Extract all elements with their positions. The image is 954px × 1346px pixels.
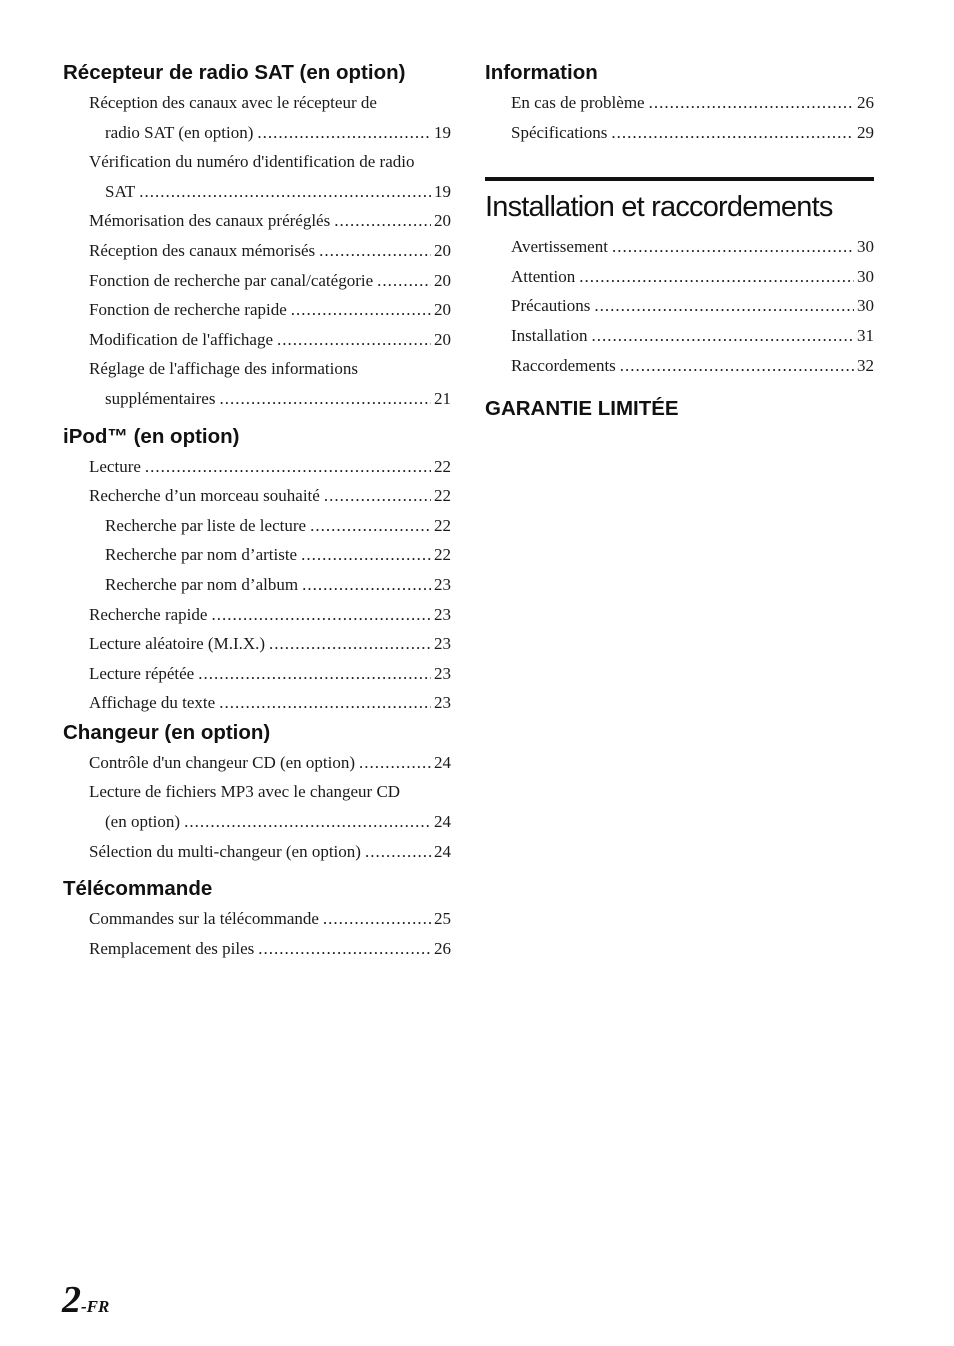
toc-entry-title: Avertissement: [511, 237, 608, 257]
toc-entry[interactable]: [89, 452, 451, 482]
toc-entry-title: Lecture répétée: [89, 663, 195, 683]
toc-entry-title: Précautions: [511, 296, 591, 316]
section-heading-changer: Changeur (en option): [63, 720, 271, 744]
toc-entry-title: Sélection du multi-changeur (en option): [89, 841, 361, 861]
toc-entry-title: Remplacement des piles: [89, 938, 255, 958]
toc-entry[interactable]: [89, 904, 451, 934]
toc-entry[interactable]: [511, 351, 874, 381]
dot-leader: [184, 807, 431, 837]
toc-list-ipod: [89, 452, 451, 718]
toc-entry-title: Raccordements: [511, 355, 616, 375]
toc-entry-page: 30: [857, 266, 874, 286]
toc-list-remote: [89, 904, 451, 963]
toc-entry-page: 20: [434, 329, 451, 349]
toc-entry[interactable]: [511, 291, 874, 321]
dot-leader: [319, 236, 431, 266]
chapter-divider-rule: [485, 177, 874, 181]
toc-entry[interactable]: [89, 295, 451, 325]
toc-entry[interactable]: [89, 629, 451, 659]
dot-leader: [302, 570, 431, 600]
dot-leader: [377, 266, 431, 296]
toc-entry-title: Lecture aléatoire (M.I.X.): [89, 634, 266, 654]
dot-leader: [139, 177, 431, 207]
toc-entry-page: 24: [434, 812, 451, 832]
toc-entry-title: SAT: [105, 181, 136, 201]
section-heading-information: Information: [485, 61, 598, 84]
toc-entry-page: 24: [434, 841, 451, 861]
section-heading-remote: Télécommande: [63, 877, 213, 901]
toc-entry[interactable]: [511, 321, 874, 351]
toc-entry-title: Fonction de recherche par canal/catégorie: [89, 270, 374, 290]
toc-entry-title: Modification de l'affichage: [89, 329, 274, 349]
toc-entry-page: 29: [857, 122, 874, 142]
dot-leader: [211, 600, 431, 630]
dot-leader: [594, 291, 854, 321]
toc-entry-title: Spécifications: [511, 122, 608, 142]
toc-subentry[interactable]: [89, 540, 451, 570]
toc-entry-title: Réception des canaux mémorisés: [89, 240, 316, 260]
toc-entry[interactable]: [89, 325, 451, 355]
toc-list-information: [511, 88, 874, 147]
dot-leader: [359, 748, 431, 778]
toc-entry-title: Mémorisation des canaux préréglés: [89, 211, 331, 231]
toc-entry-title: Lecture: [89, 456, 141, 476]
toc-entry[interactable]: [89, 236, 451, 266]
toc-list-sat: [89, 88, 451, 414]
dot-leader: [591, 321, 854, 351]
toc-entry-title: Commandes sur la télécommande: [89, 909, 319, 929]
toc-entry-page: 20: [434, 270, 451, 290]
toc-entry-page: 22: [434, 486, 451, 506]
toc-entry-page: 20: [434, 300, 451, 320]
toc-entry-page: 23: [434, 574, 451, 594]
toc-entry-page: 30: [857, 237, 874, 257]
dot-leader: [334, 206, 431, 236]
toc-entry-page: 22: [434, 456, 451, 476]
toc-left-column: [63, 58, 451, 963]
dot-leader: [301, 540, 431, 570]
toc-entry-page: 19: [434, 181, 451, 201]
dot-leader: [620, 351, 854, 381]
toc-entry[interactable]: [89, 600, 451, 630]
dot-leader: [269, 629, 431, 659]
toc-entry-page: 23: [434, 663, 451, 683]
toc-subentry[interactable]: [89, 511, 451, 541]
toc-entry-title: Recherche rapide: [89, 604, 208, 624]
toc-entry-page: 23: [434, 693, 451, 713]
toc-entry-page: 23: [434, 604, 451, 624]
toc-entry[interactable]: [89, 266, 451, 296]
toc-entry-page: 31: [857, 325, 874, 345]
toc-entry[interactable]: [89, 206, 451, 236]
toc-entry-page: 20: [434, 240, 451, 260]
dot-leader: [257, 118, 431, 148]
dot-leader: [145, 452, 431, 482]
dot-leader: [277, 325, 431, 355]
toc-entry-line1: Vérification du numéro d'identification de radio: [89, 152, 415, 172]
toc-entry[interactable]: [89, 147, 451, 206]
toc-entry-title: Fonction de recherche rapide: [89, 300, 287, 320]
toc-entry-page: 25: [434, 909, 451, 929]
toc-entry-page: 21: [434, 388, 451, 408]
toc-entry-page: 22: [434, 515, 451, 535]
section-heading-sat: Récepteur de radio SAT (en option): [63, 61, 406, 84]
toc-entry[interactable]: [89, 748, 451, 778]
toc-entry[interactable]: [89, 688, 451, 718]
dot-leader: [323, 904, 431, 934]
toc-entry-title: Installation: [511, 325, 588, 345]
toc-entry-page: 26: [857, 93, 874, 112]
toc-entry-page: 32: [857, 355, 874, 375]
toc-entry[interactable]: [89, 777, 451, 836]
dot-leader: [310, 511, 431, 541]
toc-list-installation: [511, 232, 874, 380]
toc-entry[interactable]: [89, 659, 451, 689]
toc-entry-page: 30: [857, 296, 874, 316]
toc-entry-page: 20: [434, 211, 451, 231]
toc-entry-title: supplémentaires: [105, 388, 216, 408]
toc-entry-title: Attention: [511, 266, 576, 286]
toc-entry-page: 23: [434, 634, 451, 654]
toc-entry[interactable]: [89, 934, 451, 964]
dot-leader: [365, 837, 431, 867]
toc-entry[interactable]: [511, 232, 874, 262]
toc-entry-title: Affichage du texte: [89, 693, 216, 713]
toc-entry-title: Recherche par nom d’album: [105, 574, 299, 594]
toc-subentry[interactable]: [89, 570, 451, 600]
toc-entry-line2: [89, 177, 451, 207]
toc-right-column: [485, 58, 874, 424]
page-number-suffix: -FR: [81, 1297, 110, 1316]
dot-leader: [611, 118, 854, 148]
dot-leader: [649, 88, 854, 118]
toc-entry-line1: Lecture de fichiers MP3 avec le changeur CD: [89, 782, 401, 802]
chapter-heading-installation: Installation et raccordements: [485, 191, 833, 224]
toc-entry[interactable]: [89, 481, 451, 511]
toc-entry-page: 19: [434, 122, 451, 142]
toc-entry-line1: Réglage de l'affichage des informations: [89, 359, 358, 379]
toc-entry[interactable]: [511, 88, 874, 118]
section-heading-warranty[interactable]: GARANTIE LIMITÉE: [485, 397, 679, 421]
toc-entry[interactable]: [511, 118, 874, 148]
page-number: [62, 1278, 109, 1322]
dot-leader: [612, 232, 854, 262]
toc-entry-page: 26: [434, 938, 451, 958]
page-number-value: 2: [62, 1279, 81, 1321]
dot-leader: [579, 262, 854, 292]
toc-entry[interactable]: [511, 262, 874, 292]
section-heading-ipod: iPod™ (en option): [63, 424, 240, 448]
toc-entry-title: En cas de problème: [511, 93, 645, 112]
dot-leader: [219, 384, 431, 414]
toc-entry-line1: Réception des canaux avec le récepteur de: [89, 93, 377, 112]
toc-entry-line2: [89, 384, 451, 414]
dot-leader: [324, 481, 431, 511]
toc-entry[interactable]: [89, 354, 451, 413]
toc-list-changer: [89, 748, 451, 866]
toc-entry-page: 24: [434, 752, 451, 772]
toc-entry-title: radio SAT (en option): [105, 122, 254, 142]
toc-entry-title: (en option): [105, 812, 181, 832]
toc-entry[interactable]: [89, 837, 451, 867]
toc-entry[interactable]: [89, 88, 451, 147]
toc-entry-line2: [89, 807, 451, 837]
dot-leader: [198, 659, 431, 689]
toc-entry-page: 22: [434, 545, 451, 565]
toc-entry-title: Recherche par nom d’artiste: [105, 545, 298, 565]
toc-entry-line2: [89, 118, 451, 148]
toc-entry-title: Recherche d’un morceau souhaité: [89, 486, 320, 506]
toc-entry-title: Contrôle d'un changeur CD (en option): [89, 752, 356, 772]
dot-leader: [291, 295, 431, 325]
dot-leader: [219, 688, 431, 718]
toc-entry-title: Recherche par liste de lecture: [105, 515, 307, 535]
dot-leader: [258, 934, 431, 964]
